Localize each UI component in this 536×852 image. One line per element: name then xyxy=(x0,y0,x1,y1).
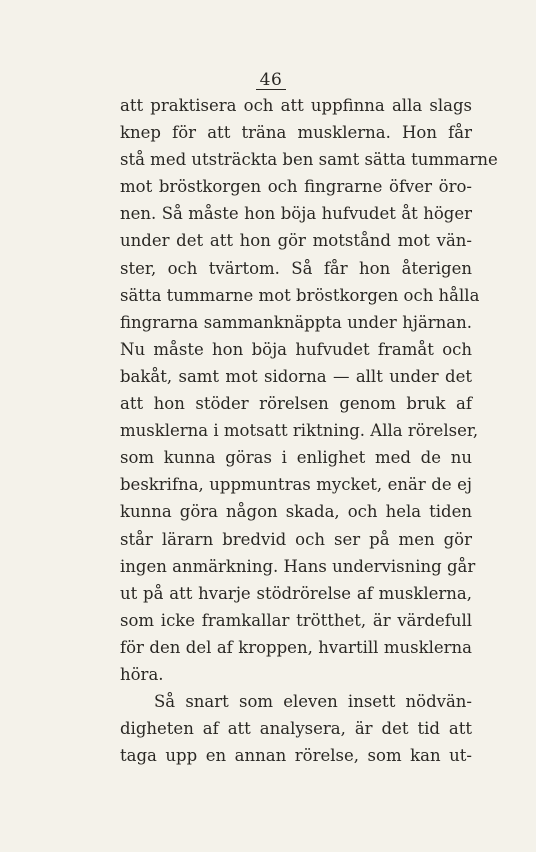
text-line: ut på att hvarje stödrörelse af musklerna, xyxy=(120,583,472,603)
text-line: taga upp en annan rörelse, som kan ut- xyxy=(120,746,472,766)
text-line: mot bröstkorgen och fingrarne öfver öro- xyxy=(120,177,472,197)
text-line: bakåt, samt mot sidorna — allt under det xyxy=(120,366,472,386)
text-line: kunna göra någon skada, och hela tiden xyxy=(120,502,472,522)
text-line: för den del af kroppen, hvartill musklerna xyxy=(120,637,472,657)
body-text xyxy=(120,92,498,769)
text-line: stå med utsträckta ben samt sätta tummarne xyxy=(120,150,498,170)
text-line: höra. xyxy=(120,664,164,684)
page-number: 46 xyxy=(0,70,536,90)
text-line: att praktisera och att uppfinna alla slags xyxy=(120,96,472,115)
text-line: nen. Så måste hon böja hufvudet åt höger xyxy=(120,204,472,224)
paragraph-1 xyxy=(120,92,498,688)
text-line: sätta tummarne mot bröstkorgen och hålla xyxy=(120,285,480,305)
text-line: digheten af att analysera, är det tid att xyxy=(120,719,472,739)
text-line: att hon stöder rörelsen genom bruk af xyxy=(120,394,472,414)
text-line: musklerna i motsatt riktning. Alla rörelser, xyxy=(120,421,479,441)
text-line: under det att hon gör motstånd mot vän- xyxy=(120,231,472,251)
text-line: Så snart som eleven insett nödvän- xyxy=(154,692,472,712)
text-line: som icke framkallar trötthet, är värdefull xyxy=(120,610,472,630)
text-line: fingrarna sammanknäppta under hjärnan. xyxy=(120,312,472,332)
text-line: knep för att träna musklerna. Hon får xyxy=(120,123,472,143)
text-line: som kunna göras i enlighet med de nu xyxy=(120,448,472,468)
text-line: ingen anmärkning. Hans undervisning går xyxy=(120,556,476,576)
text-line: står lärarn bredvid och ser på men gör xyxy=(120,529,472,549)
text-line: ster, och tvärtom. Så får hon återigen xyxy=(120,258,472,278)
text-line: Nu måste hon böja hufvudet framåt och xyxy=(120,339,472,359)
paragraph-2 xyxy=(120,688,472,769)
text-line: beskrifna, uppmuntras mycket, enär de ej xyxy=(120,475,472,495)
